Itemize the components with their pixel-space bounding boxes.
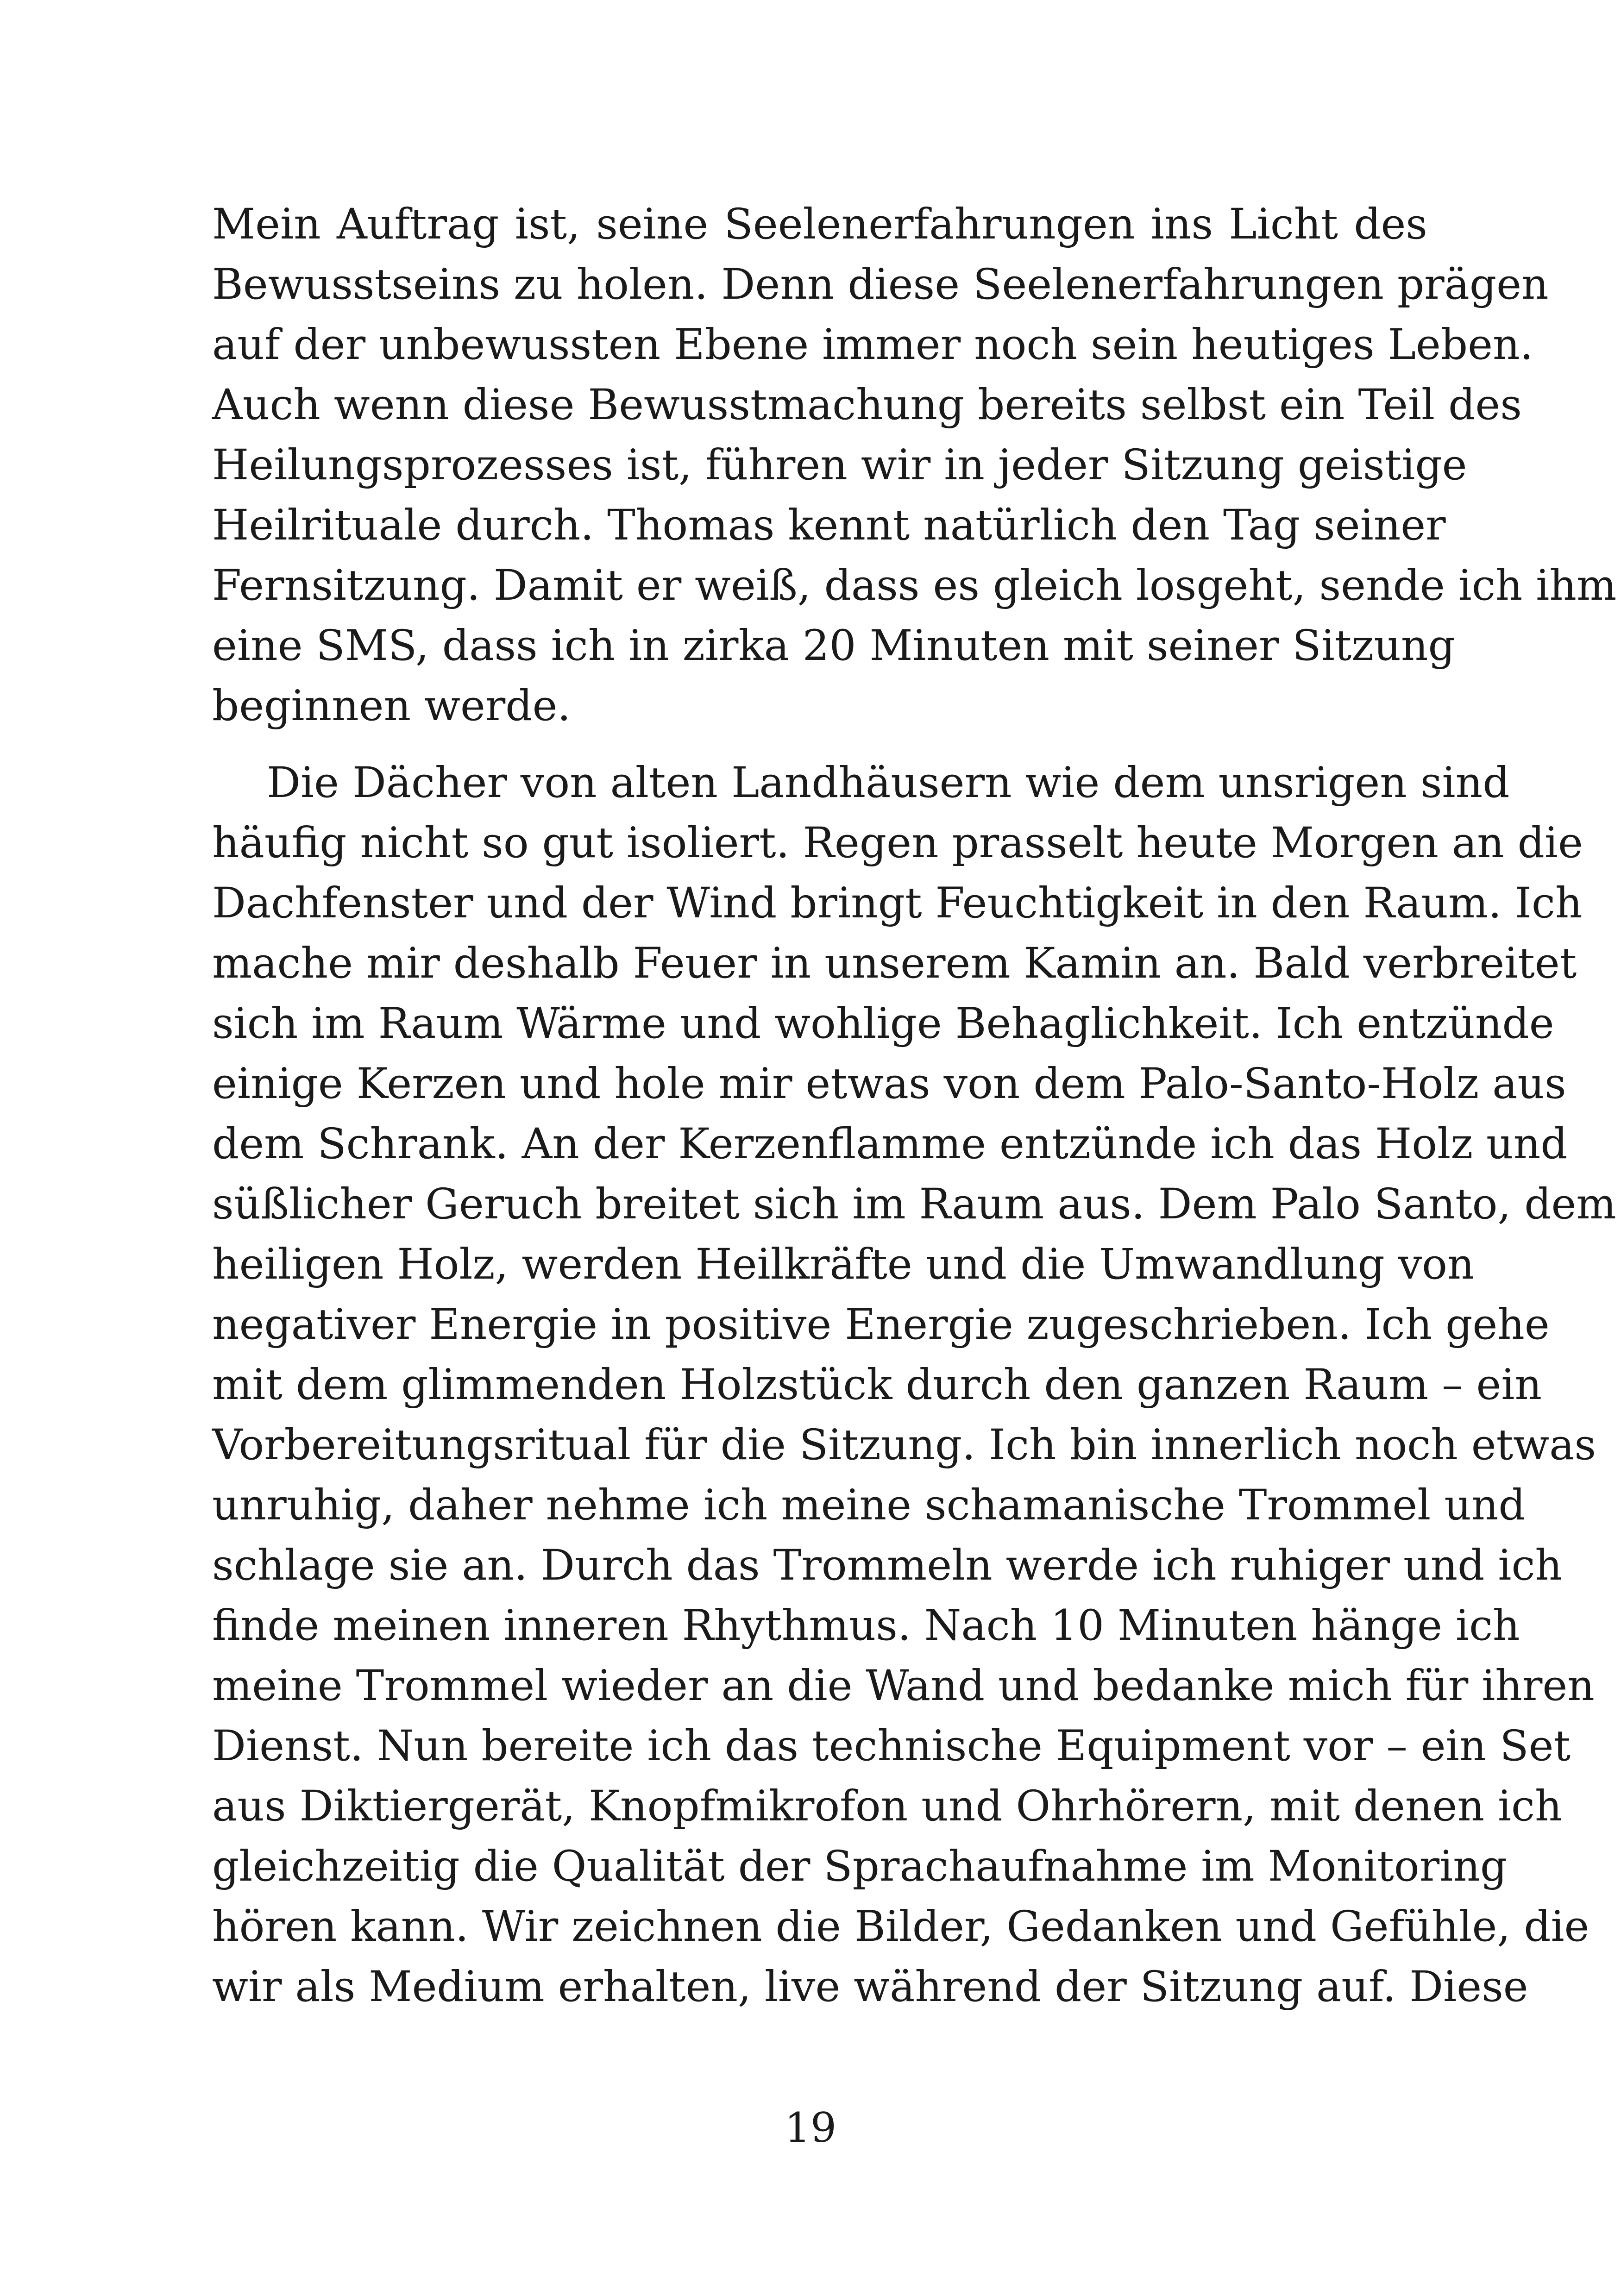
text-line: wir als Medium erhalten, live während der Sitzung auf. Diese bbox=[212, 1963, 1528, 2011]
text-line: sich im Raum Wärme und wohlige Behaglichkeit. Ich entzünde bbox=[212, 999, 1554, 1048]
paragraph bbox=[212, 753, 1616, 2017]
text-line: beginnen werde. bbox=[212, 682, 571, 730]
text-line: süßlicher Geruch breitet sich im Raum aus. Dem Palo Santo, dem bbox=[212, 1180, 1616, 1229]
text-line: aus Diktiergerät, Knopfmikrofon und Ohrhörern, mit denen ich bbox=[212, 1782, 1562, 1831]
body-text bbox=[212, 194, 1617, 2017]
text-line: mit dem glimmenden Holzstück durch den ganzen Raum – ein bbox=[212, 1361, 1542, 1409]
text-line: Dachfenster und der Wind bringt Feuchtigkeit in den Raum. Ich bbox=[212, 879, 1583, 928]
text-line: Heilrituale durch. Thomas kennt natürlich den Tag seiner bbox=[212, 501, 1446, 550]
text-line: Heilungsprozesses ist, führen wir in jeder Sitzung geistige bbox=[212, 441, 1467, 489]
text-line: gleichzeitig die Qualität der Sprachaufnahme im Monitoring bbox=[212, 1842, 1508, 1891]
text-line: auf der unbewussten Ebene immer noch sein heutiges Leben. bbox=[212, 320, 1533, 369]
text-line: meine Trommel wieder an die Wand und bedanke mich für ihren bbox=[212, 1662, 1595, 1710]
text-line: Die Dächer von alten Landhäusern wie dem unsrigen sind bbox=[267, 759, 1510, 807]
text-line: Fernsitzung. Damit er weiß, dass es gleich losgeht, sende ich ihm bbox=[212, 561, 1617, 610]
paragraph bbox=[212, 194, 1617, 736]
text-line: Vorbereitungsritual für die Sitzung. Ich bin innerlich noch etwas bbox=[212, 1421, 1596, 1469]
text-line: heiligen Holz, werden Heilkräfte und die Umwandlung von bbox=[212, 1240, 1475, 1289]
text-line: mache mir deshalb Feuer in unserem Kamin an. Bald verbreitet bbox=[212, 939, 1577, 988]
text-line: Mein Auftrag ist, seine Seelenerfahrungen ins Licht des bbox=[212, 200, 1427, 249]
text-line: Auch wenn diese Bewusstmachung bereits selbst ein Teil des bbox=[212, 381, 1522, 429]
text-line: finde meinen inneren Rhythmus. Nach 10 Minuten hänge ich bbox=[212, 1601, 1520, 1650]
text-line: Bewusstseins zu holen. Denn diese Seelenerfahrungen prägen bbox=[212, 260, 1549, 309]
text-line: einige Kerzen und hole mir etwas von dem Palo-Santo-Holz aus bbox=[212, 1060, 1566, 1108]
text-line: häufig nicht so gut isoliert. Regen prasselt heute Morgen an die bbox=[212, 819, 1583, 867]
text-line: hören kann. Wir zeichnen die Bilder, Gedanken und Gefühle, die bbox=[212, 1902, 1590, 1951]
text-line: dem Schrank. An der Kerzenflamme entzünde ich das Holz und bbox=[212, 1120, 1568, 1168]
text-line: eine SMS, dass ich in zirka 20 Minuten mit seiner Sitzung bbox=[212, 621, 1455, 670]
text-line: unruhig, daher nehme ich meine schamanische Trommel und bbox=[212, 1481, 1526, 1530]
text-line: negativer Energie in positive Energie zugeschrieben. Ich gehe bbox=[212, 1300, 1550, 1349]
page-number: 19 bbox=[785, 2104, 836, 2152]
text-line: Dienst. Nun bereite ich das technische Equipment vor – ein Set bbox=[212, 1722, 1571, 1770]
text-line: schlage sie an. Durch das Trommeln werde ich ruhiger und ich bbox=[212, 1541, 1563, 1590]
